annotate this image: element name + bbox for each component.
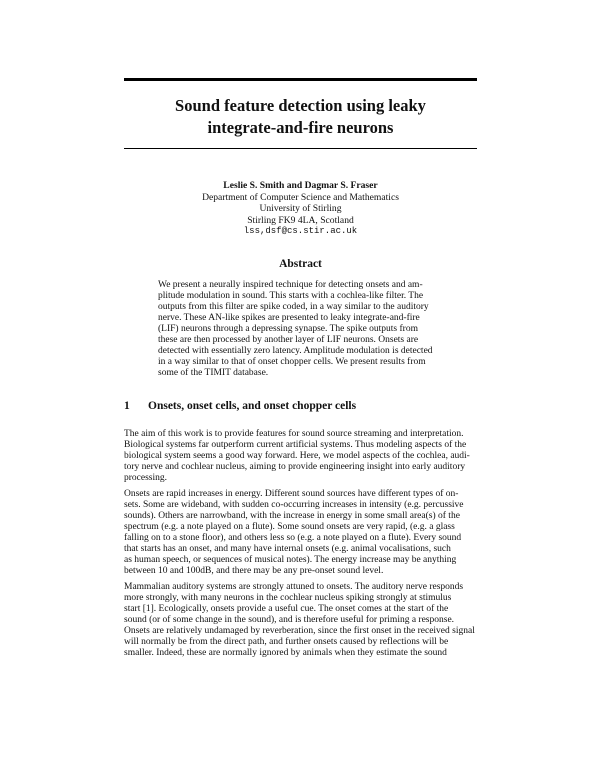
section-heading (124, 400, 524, 412)
author-email: lss,dsf@cs.stir.ac.uk (243, 226, 358, 237)
author-address: Stirling FK9 4LA, Scotland (247, 214, 354, 226)
title-top-rule (124, 78, 477, 81)
title-line-2: integrate-and-fire neurons (207, 118, 394, 137)
abstract-text: We present a neurally inspired technique for detecting onsets and am- plitude modulation in sound. This starts with a cochlea-like filter. The outputs from this filter are spike coded, in a way similar to the auditory nerve. These AN-like spikes are presented to leaky integrate-and-fire (LIF) neurons through a depressing synapse. The spike outputs from these are then processed by another layer of LIF neurons. Onsets are detected with essentially zero latency. Amplitude modulation is detected in a way similar to that of onset chopper cells. We present results from some of the TIMIT database. (158, 280, 433, 378)
paper-title (124, 95, 477, 139)
author-university: University of Stirling (259, 203, 342, 215)
title-line-1: Sound feature detection using leaky (175, 96, 426, 115)
author-names: Leslie S. Smith and Dagmar S. Fraser (223, 180, 378, 191)
author-block (124, 180, 477, 238)
body-paragraph: Onsets are rapid increases in energy. Different sound sources have different types of on- sets. Some are wideband, with sudden co-occurring increases in intensity (e.g. percussive sounds). Others are narrowband, with the increase in energy in some small area(s) of the spectrum (e.g. a note played on a flute). Some sound onsets are very rapid, (e.g. a glass falling on to a stone floor), and others less so (e.g. a note played on a flute). Every sound that starts has an onset, and many have internal onsets (e.g. animal vocalisations, such as human speech, or sequences of musical notes). The energy increase may be anything between 10 and 100dB, and there may be any pre-onset sound level. (124, 489, 464, 576)
abstract-heading: Abstract (279, 258, 322, 270)
body-paragraph: Mammalian auditory systems are strongly attuned to onsets. The auditory nerve responds more strongly, with many neurons in the cochlear nucleus spiking strongly at stimulus start [1]. Ecologically, onsets provide a useful cue. The onset comes at the start of the sound (or of some change in the sound), and is therefore useful for priming a response. Onsets are relatively undamaged by reverberation, since the first onset in the received signal will normally be from the direct path, and further onsets caused by reflections will be smaller. Indeed, these are normally ignored by animals when they estimate the sound (124, 582, 475, 659)
title-bottom-rule (124, 148, 477, 149)
body-paragraph: The aim of this work is to provide features for sound source streaming and interpretation. Biological systems far outperform current artificial systems. Thus modeling aspects of the biological system seems a good way forward. Here, we model aspects of the cochlea, audi- tory nerve and cochlear nucleus, aiming to provide engineering insight into early auditory processing. (124, 429, 470, 483)
body-text (124, 429, 477, 665)
section-title: Onsets, onset cells, and onset chopper cells (148, 400, 357, 412)
section-number: 1 (124, 400, 130, 412)
author-department: Department of Computer Science and Mathematics (202, 191, 399, 203)
